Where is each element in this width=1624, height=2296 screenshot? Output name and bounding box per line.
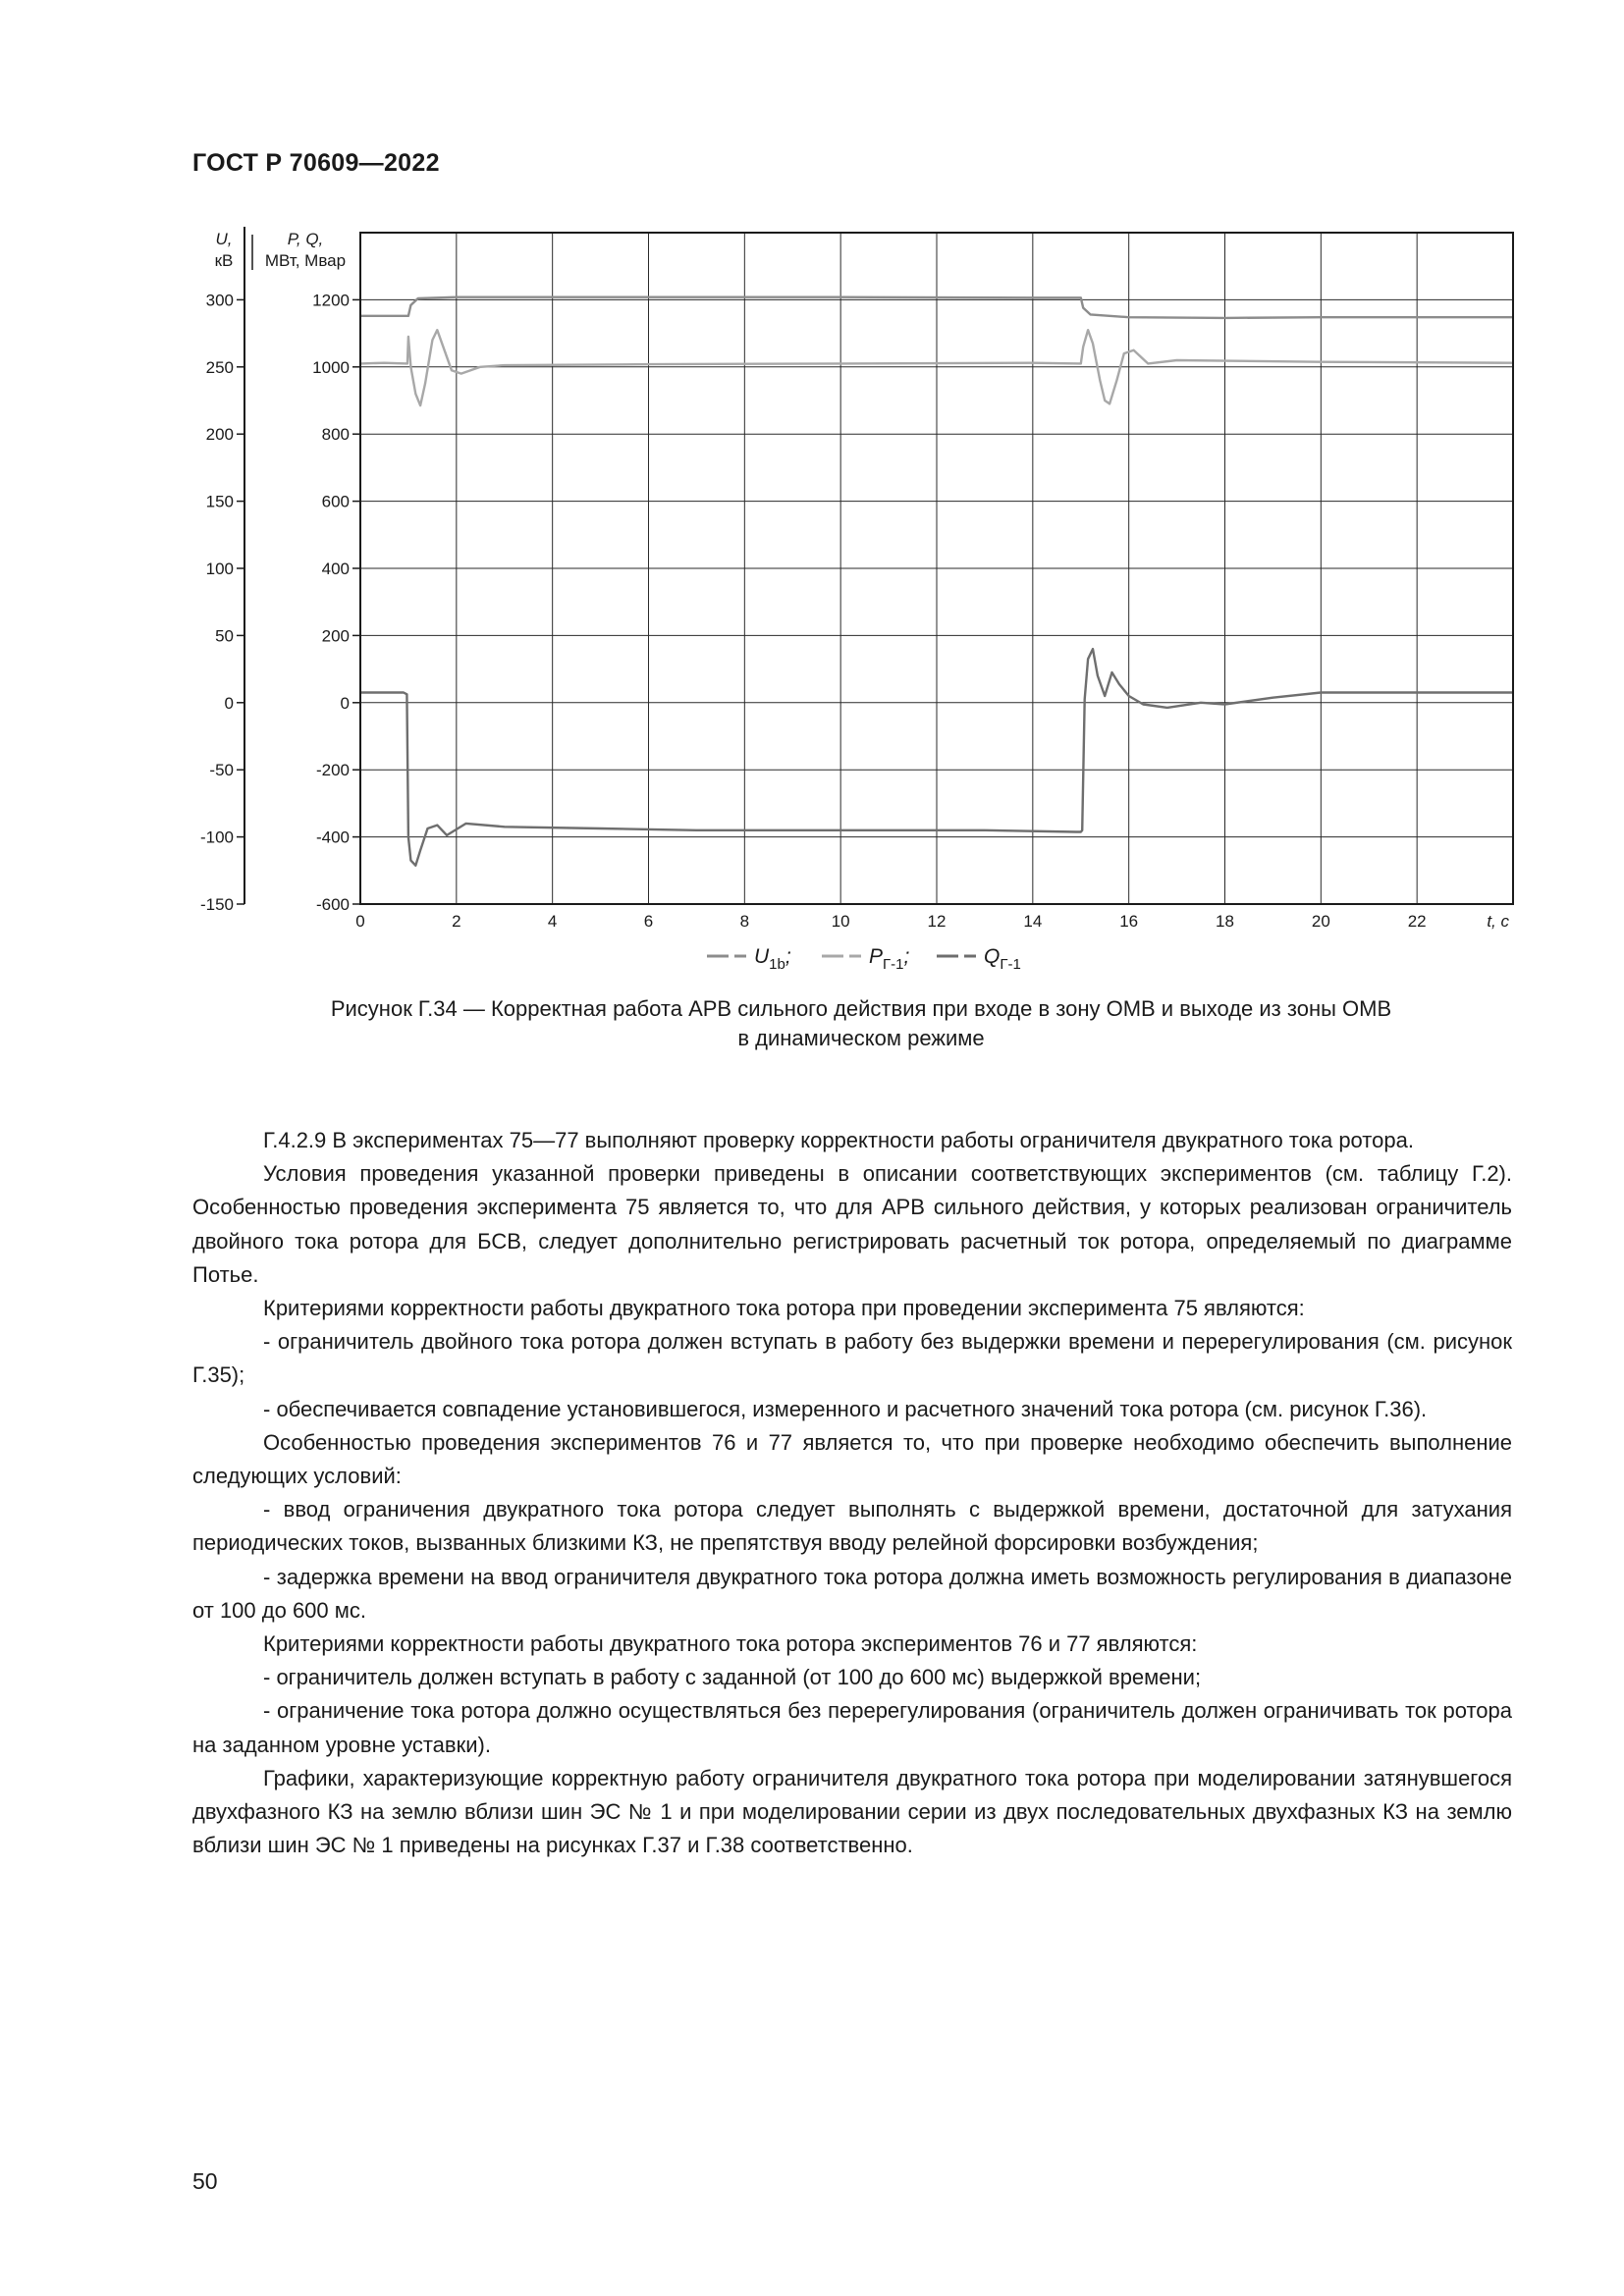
left-axis-tick-label: -50 [209, 761, 234, 780]
left-axis-tick-label: 150 [205, 492, 234, 511]
right-axis-tick-label: 1200 [312, 291, 350, 310]
right-axis-tick-label: 600 [321, 492, 350, 511]
right-axis-tick-label: 200 [321, 626, 350, 646]
x-axis-tick-label: 20 [1311, 912, 1330, 931]
x-axis-tick-label: 4 [547, 912, 558, 931]
body-text [192, 1124, 1512, 1862]
left-axis-unit: кВ [214, 251, 234, 270]
chart-grid [360, 233, 1513, 904]
left-axis-tick-label: 300 [205, 291, 234, 310]
list-item: - ограничение тока ротора должно осуществляться без перерегулирования (ограничитель должен ограничивать ток ротора на заданном уровне уставки). [192, 1698, 1512, 1757]
right-axis-tick-label: -200 [315, 761, 350, 780]
right-axis-tick-label: 0 [340, 693, 350, 713]
paragraph: Графики, характеризующие корректную работу ограничителя двукратного тока ротора при моделировании затянувшегося двухфазного КЗ на землю вблизи шин ЭС № 1 и при моделировании серии из двух последовательных двухфазных КЗ на землю вблизи шин ЭС № 1 приведены на рисунках Г.37 и Г.38 соответственно. [192, 1765, 1512, 1858]
figure-caption-line-2: в динамическом режиме [737, 1026, 985, 1050]
right-axis-tick-label: 800 [321, 425, 350, 445]
x-axis-tick-label: 16 [1119, 912, 1139, 931]
left-axis-tick-label: -100 [199, 828, 234, 847]
list-item: - обеспечивается совпадение установившегося, измеренного и расчетного значений тока ротора (см. рисунок Г.36). [263, 1396, 1428, 1421]
left-axis-tick-label: 100 [205, 560, 234, 578]
list-item: - задержка времени на ввод ограничителя двукратного тока ротора должна иметь возможность регулирования в диапазоне от 100 до 600 мс. [192, 1564, 1512, 1623]
right-axis-tick-label: -600 [315, 895, 350, 914]
page-number: 50 [192, 2168, 218, 2194]
left-axis-tick-label: 0 [224, 693, 234, 713]
paragraph: Критериями корректности работы двукратного тока ротора при проведении эксперимента 75 являются: [263, 1296, 1305, 1321]
x-axis-tick-label: 8 [739, 912, 750, 931]
legend-label: $U_{1b}$; [754, 945, 791, 973]
x-axis-tick-label: 6 [643, 912, 654, 931]
paragraph: Критериями корректности работы двукратного тока ротора экспериментов 76 и 77 являются: [263, 1631, 1198, 1657]
left-axis-tick-label: 250 [205, 357, 234, 377]
x-axis-title: t, с [1487, 912, 1509, 931]
document-header: ГОСТ Р 70609—2022 [192, 149, 440, 177]
legend-label: $P_{Г-1}$; [869, 945, 910, 973]
right-axis-tick-label: -400 [315, 828, 350, 847]
legend-label-subscript: Г-1 [883, 956, 904, 973]
x-axis-tick-label: 18 [1216, 912, 1234, 931]
left-axis-tick-label: 200 [205, 425, 234, 445]
x-axis-tick-label: 14 [1023, 912, 1043, 931]
right-axis-tick-label: 1000 [312, 357, 350, 377]
x-axis-tick-label: 2 [452, 912, 461, 931]
x-axis-tick-label: 12 [927, 912, 947, 931]
left-axis-tick-label: 50 [215, 626, 234, 646]
left-axis-title: U, [215, 230, 233, 248]
chart-legend [707, 945, 1021, 973]
x-axis-tick-label: 22 [1407, 912, 1427, 931]
x-axis-tick-label: 0 [355, 912, 365, 931]
chart-ticks [200, 230, 1510, 931]
right-axis-tick-label: 400 [321, 560, 350, 578]
chart [177, 221, 1532, 987]
left-axis-tick-label: -150 [199, 895, 234, 914]
right-axis-title: P, Q, [287, 230, 324, 248]
legend-label-subscript: 1b [769, 956, 785, 973]
legend-separator: ; [785, 945, 791, 968]
legend-label: $Q_{Г-1}$ [984, 945, 1021, 973]
paragraph: Особенностью проведения экспериментов 76 и 77 является то, что при проверке необходимо обеспечить выполнение следующих условий: [192, 1429, 1512, 1489]
figure-caption [196, 994, 1526, 1053]
x-axis-tick-label: 10 [831, 912, 850, 931]
paragraph: Условия проведения указанной проверки приведены в описании соответствующих экспериментов (см. таблицу Г.2). Особенностью проведения эксперимента 75 является то, что для АРВ сильного действия, у которых реализован ограничитель двойного тока ротора для БСВ, следует дополнительно регистрировать расчетный ток ротора, определяемый по диаграмме Потье. [192, 1161, 1512, 1287]
list-item: - ограничитель должен вступать в работу с заданной (от 100 до 600 мс) выдержкой времени; [263, 1665, 1202, 1690]
right-axis-unit: МВт, Мвар [264, 251, 347, 270]
figure-caption-line-1: Рисунок Г.34 — Корректная работа АРВ сильного действия при входе в зону ОМВ и выходе из зоны ОМВ [330, 996, 1392, 1021]
legend-separator: ; [903, 945, 910, 968]
list-item: - ввод ограничения двукратного тока ротора следует выполнять с выдержкой времени, достаточной для затухания периодических токов, вызванных близкими КЗ, не препятствуя вводу релейной форсировки возбуждения; [192, 1497, 1512, 1556]
paragraph: Г.4.2.9 В экспериментах 75—77 выполняют проверку корректности работы ограничителя двукратного тока ротора. [263, 1128, 1414, 1152]
legend-label-subscript: Г-1 [1000, 956, 1021, 973]
list-item: - ограничитель двойного тока ротора должен вступать в работу без выдержки времени и перерегулирования (см. рисунок Г.35); [192, 1329, 1512, 1388]
